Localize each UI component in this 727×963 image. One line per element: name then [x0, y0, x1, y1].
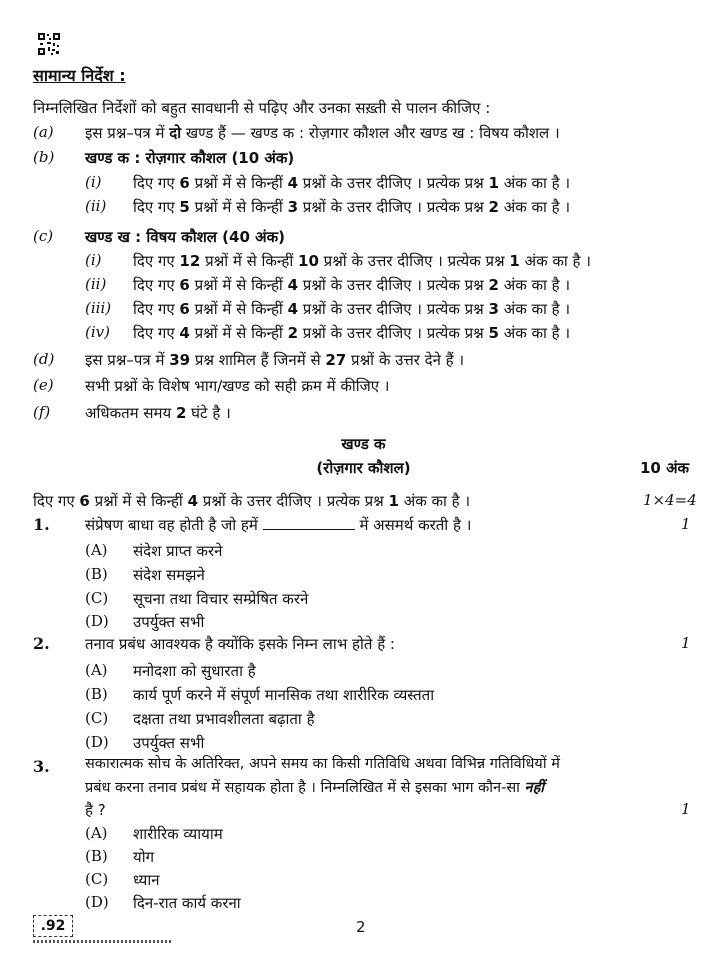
instruction-label-b: (b): [33, 148, 55, 166]
section-marks: 10 अंक: [640, 459, 690, 477]
option-label: (D): [85, 893, 109, 911]
sub-label: (i): [85, 251, 102, 269]
instruction-f: अधिकतम समय 2 घंटे है ।: [85, 404, 231, 422]
question-marks: 1: [681, 634, 691, 652]
option-text: योग: [133, 848, 155, 866]
section-subtitle: (रोज़गार कौशल): [316, 459, 411, 477]
instruction-label-a: (a): [33, 123, 54, 141]
instruction-label-c: (c): [33, 227, 54, 245]
question-text-line2: प्रबंध करना तनाव प्रबंध में सहायक होता है । निम्नलिखित में से इसका भाग कौन-सा नहीं: [85, 780, 545, 796]
option-text: कार्य पूर्ण करने में संपूर्ण मानसिक तथा शारीरिक व्यस्तता: [133, 686, 435, 704]
option-label: (C): [85, 870, 109, 888]
instruction-label-e: (e): [33, 376, 54, 394]
sub-label: (i): [85, 173, 102, 191]
sub-label: (ii): [85, 197, 107, 215]
option-label: (C): [85, 589, 109, 607]
option-text: दक्षता तथा प्रभावशीलता बढ़ाता है: [133, 710, 315, 728]
instruction-label-d: (d): [33, 350, 55, 368]
instruction-label-f: (f): [33, 403, 51, 421]
question-text-line3: है ?: [85, 801, 106, 819]
page-number: 2: [356, 918, 366, 936]
general-instructions-intro: निम्नलिखित निर्देशों को बहुत सावधानी से पढ़िए और उनका सख़्ती से पालन कीजिए :: [33, 99, 491, 117]
option-text: संदेश प्राप्त करने: [133, 542, 223, 560]
section-instruction: दिए गए 6 प्रश्नों में से किन्हीं 4 प्रश्नों के उत्तर दीजिए । प्रत्येक प्रश्न 1 अंक का है ।: [33, 492, 471, 510]
option-text: ध्यान: [133, 871, 160, 889]
instruction-e: सभी प्रश्नों के विशेष भाग/खण्ड को सही क्रम में कीजिए ।: [85, 377, 390, 395]
question-marks: 1: [681, 515, 691, 533]
question-text: तनाव प्रबंध आवश्यक है क्योंकि इसके निम्न लाभ होते हैं :: [85, 635, 395, 653]
option-label: (C): [85, 709, 109, 727]
option-text: उपर्युक्त सभी: [133, 734, 205, 752]
question-number: 2.: [33, 634, 50, 653]
instruction-b-i: दिए गए 6 प्रश्नों में से किन्हीं 4 प्रश्नों के उत्तर दीजिए । प्रत्येक प्रश्न 1 अंक का है ।: [133, 174, 571, 192]
option-text: शारीरिक व्यायाम: [133, 825, 223, 843]
option-label: (D): [85, 733, 109, 751]
barcode-strip: [33, 940, 173, 943]
instruction-b-ii: दिए गए 5 प्रश्नों में से किन्हीं 3 प्रश्नों के उत्तर दीजिए । प्रत्येक प्रश्न 2 अंक का है ।: [133, 198, 571, 216]
sub-label: (ii): [85, 275, 107, 293]
section-a-heading: खण्ड क : रोज़गार कौशल (10 अंक): [85, 149, 295, 167]
instruction-c-i: दिए गए 12 प्रश्नों में से किन्हीं 10 प्रश्नों के उत्तर दीजिए । प्रत्येक प्रश्न 1 अंक का है ।: [133, 252, 591, 270]
section-b-heading: खण्ड ख : विषय कौशल (40 अंक): [85, 228, 285, 246]
instruction-c-ii: दिए गए 6 प्रश्नों में से किन्हीं 4 प्रश्नों के उत्तर दीजिए । प्रत्येक प्रश्न 2 अंक का है ।: [133, 276, 571, 294]
instruction-d: इस प्रश्न–पत्र में 39 प्रश्न शामिल हैं जिनमें से 27 प्रश्नों के उत्तर देने हैं ।: [85, 351, 465, 369]
option-label: (A): [85, 661, 108, 679]
option-text: मनोदशा को सुधारता है: [133, 662, 256, 680]
option-label: (A): [85, 541, 108, 559]
sub-label: (iv): [85, 323, 110, 341]
instruction-c-iii: दिए गए 6 प्रश्नों में से किन्हीं 4 प्रश्नों के उत्तर दीजिए । प्रत्येक प्रश्न 3 अंक का है ।: [133, 300, 571, 318]
qr-code-icon: [38, 33, 60, 55]
option-text: उपर्युक्त सभी: [133, 613, 205, 631]
question-number: 3.: [33, 757, 50, 776]
option-text: सूचना तथा विचार सम्प्रेषित करने: [133, 590, 309, 608]
option-label: (D): [85, 612, 109, 630]
option-label: (B): [85, 565, 108, 583]
question-marks: 1: [681, 800, 691, 818]
option-label: (A): [85, 824, 108, 842]
section-title: खण्ड क: [341, 435, 386, 453]
option-label: (B): [85, 847, 108, 865]
section-instruction-marks: 1×4=4: [643, 491, 697, 509]
question-text-line1: सकारात्मक सोच के अतिरिक्त, अपने समय का किसी गतिविधि अथवा विभिन्न गतिविधियों में: [85, 756, 560, 772]
instruction-a: इस प्रश्न–पत्र में दो खण्ड हैं — खण्ड क : रोज़गार कौशल और खण्ड ख : विषय कौशल ।: [85, 124, 560, 142]
sub-label: (iii): [85, 299, 112, 317]
instruction-c-iv: दिए गए 4 प्रश्नों में से किन्हीं 2 प्रश्नों के उत्तर दीजिए । प्रत्येक प्रश्न 5 अंक का है ।: [133, 324, 571, 342]
option-text: संदेश समझने: [133, 566, 205, 584]
option-label: (B): [85, 685, 108, 703]
question-text: संप्रेषण बाधा वह होती है जो हमें में असमर्थ करती है ।: [85, 516, 472, 534]
question-number: 1.: [33, 515, 50, 534]
general-instructions-title: सामान्य निर्देश :: [33, 66, 126, 85]
paper-code: .92: [33, 915, 73, 937]
answer-blank: [263, 517, 355, 530]
option-text: दिन-रात कार्य करना: [133, 894, 241, 912]
